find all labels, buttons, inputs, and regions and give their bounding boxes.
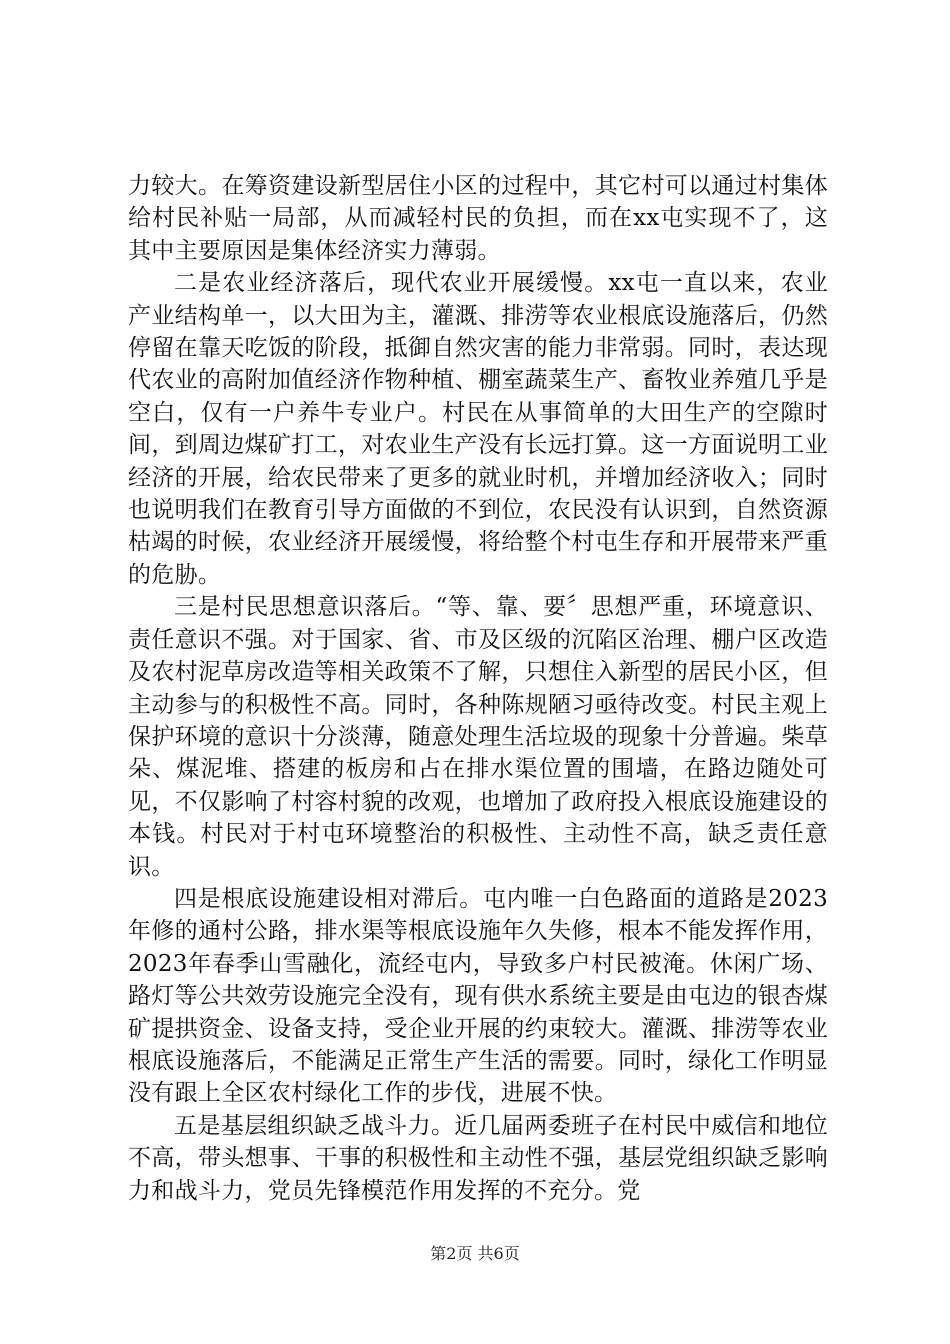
paragraph-continuation: 力较大。在筹资建设新型居住小区的过程中，其它村可以通过村集体给村民补贴一局部，从而减轻村民的负担，而在xx屯实现不了，这其中主要原因是集体经济实力薄弱。 xyxy=(128,173,828,264)
page-number-footer: 第2页 共6页 xyxy=(430,1244,520,1263)
paragraph-agriculture: 二是农业经济落后，现代农业开展缓慢。xx屯一直以来，农业产业结构单一，以大田为主，灌溉、排涝等农业根底设施落后，仍然停留在靠天吃饭的阶段，抵御自然灾害的能力非常弱。同时，表达现代农业的高附加值经济作物种植、棚室蔬菜生产、畜牧业养殖几乎是空白，仅有一户养牛专业户。村民在从事简单的大田生产的空隙时间，到周边煤矿打工，对农业生产没有长远打算。这一方面说明工业经济的开展，给农民带来了更多的就业时机，并增加经济收入；同时也说明我们在教育引导方面做的不到位，农民没有认识到，自然资源枯竭的时候，农业经济开展缓慢，将给整个村屯生存和开展带来严重的危胁。 xyxy=(128,270,828,588)
document-body xyxy=(128,170,828,1207)
paragraph-infrastructure: 四是根底设施建设相对滞后。屯内唯一白色路面的道路是2023年修的通村公路，排水渠等根底设施年久失修，根本不能发挥作用，2023年春季山雪融化，流经屯内，导致多户村民被淹。休闲广场、路灯等公共效劳设施完全没有，现有供水系统主要是由屯边的银杏煤矿提拱资金、设备支持，受企业开展的约束较大。灌溉、排涝等农业根底设施落后，不能满足正常生产生活的需要。同时，绿化工作明显没有跟上全区农村绿化工作的步伐，进展不快。 xyxy=(128,885,828,1107)
paragraph-awareness: 三是村民思想意识落后。“等、靠、要〞思想严重，环境意识、责任意识不强。对于国家、省、市及区级的沉陷区治理、棚户区改造及农村泥草房改造等相关政策不了解，只想住入新型的居民小区，但主动参与的积极性不高。同时，各种陈规陋习亟待改变。村民主观上保护环境的意识十分淡薄，随意处理生活垃圾的现象十分普遍。柴草朵、煤泥堆、搭建的板房和占在排水渠位置的围墙，在路边随处可见，不仅影响了村容村貌的改观，也增加了政府投入根底设施建设的本钱。村民对于村屯环境整治的积极性、主动性不高，缺乏责任意识。 xyxy=(128,594,828,880)
paragraph-organization: 五是基层组织缺乏战斗力。近几届两委班子在村民中威信和地位不高，带头想事、干事的积极性和主动性不强，基层党组织缺乏影响力和战斗力，党员先锋模范作用发挥的不充分。党 xyxy=(128,1112,828,1204)
